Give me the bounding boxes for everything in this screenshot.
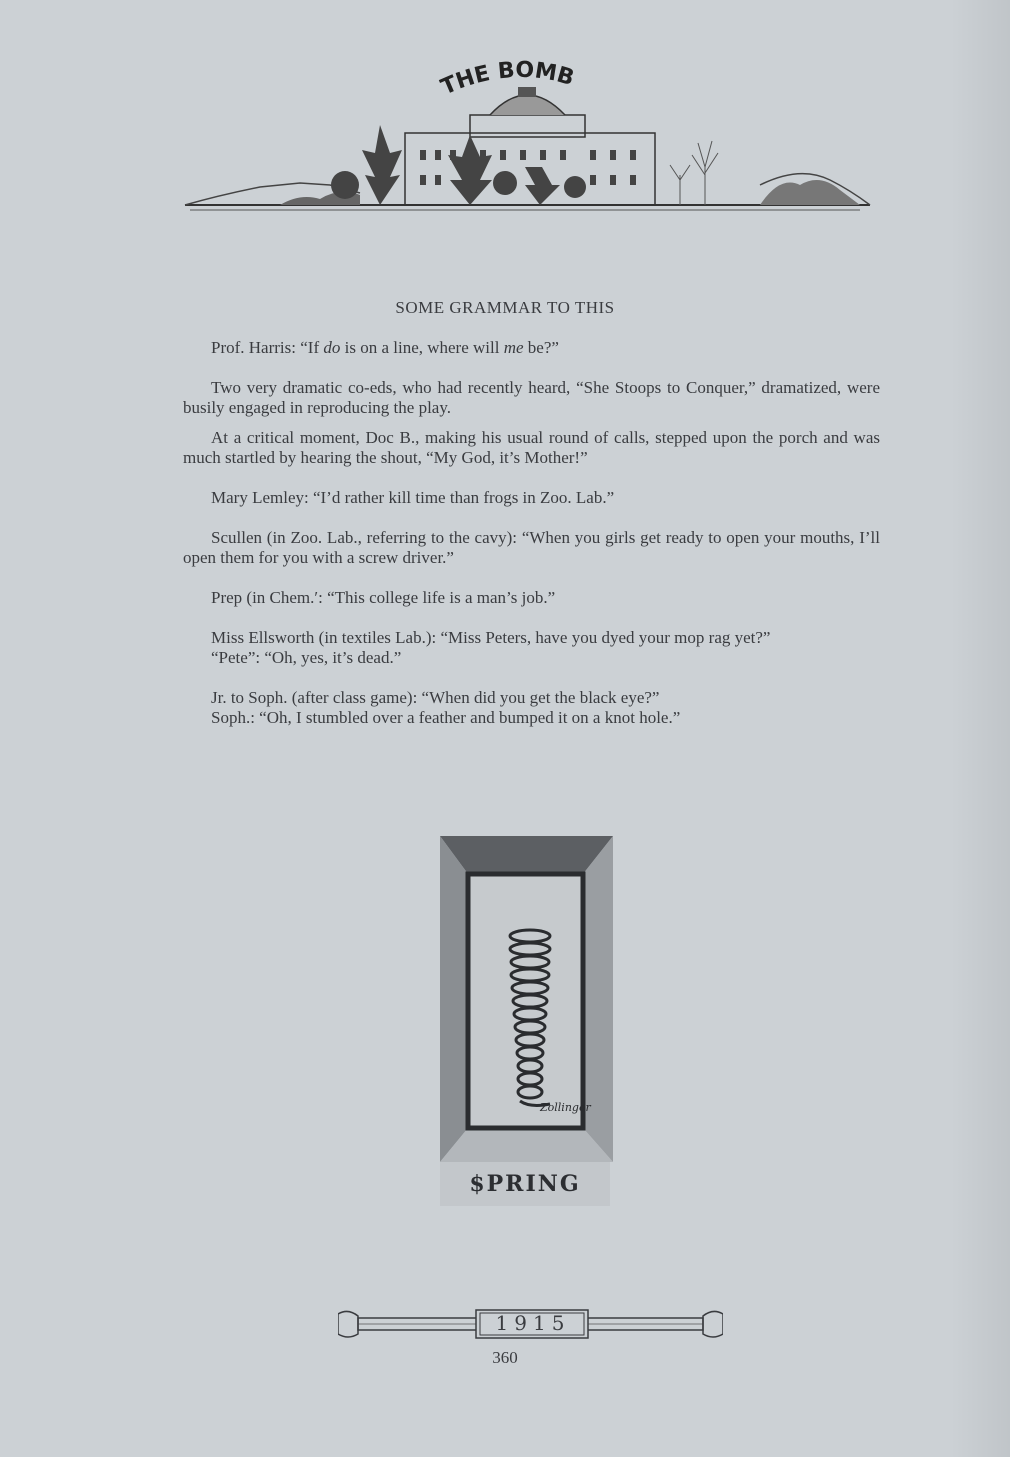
footer-year: 1915 bbox=[495, 1311, 571, 1335]
paragraph-scullen: Scullen (in Zoo. Lab., referring to the cavy): “When you girls get ready to open your mouths, I’ll open them for you with a screw driver.” bbox=[183, 528, 880, 567]
caption-text: $PRING bbox=[469, 1171, 581, 1197]
paragraph-miss-ellsworth: Miss Ellsworth (in textiles Lab.): “Miss Peters, have you dyed your mop rag yet?” bbox=[211, 628, 771, 647]
paragraph-prep: Prep (in Chem.′: “This college life is a man’s job.” bbox=[211, 588, 556, 607]
paragraph-co-eds: Two very dramatic co-eds, who had recently heard, “She Stoops to Conquer,” dramatized, were busily engaged in reproducing the play. bbox=[183, 378, 880, 417]
paragraph-mary-lemley: Mary Lemley: “I’d rather kill time than frogs in Zoo. Lab.” bbox=[211, 488, 615, 507]
artist-signature: Zollinger bbox=[540, 1101, 591, 1114]
header-title: THE BOMB bbox=[437, 57, 577, 101]
header-illustration bbox=[180, 55, 880, 220]
spring-illustration bbox=[440, 836, 613, 1206]
page-edge-shade bbox=[950, 0, 1010, 1457]
article-body bbox=[183, 338, 880, 728]
page-number: 360 bbox=[492, 1348, 518, 1367]
paragraph-prof-harris: Prof. Harris: “If do is on a line, where will me be?” bbox=[211, 338, 559, 357]
illustration-caption bbox=[440, 1162, 610, 1206]
paragraph-jr-to-soph: Jr. to Soph. (after class game): “When did you get the black eye?” bbox=[211, 688, 660, 707]
article-title: SOME GRAMMAR TO THIS bbox=[395, 298, 615, 317]
paragraph-soph-reply: Soph.: “Oh, I stumbled over a feather and bumped it on a knot hole.” bbox=[211, 708, 681, 727]
paragraph-pete: “Pete”: “Oh, yes, it’s dead.” bbox=[211, 648, 402, 667]
campus-building-illustration bbox=[180, 55, 880, 220]
paragraph-doc-b: At a critical moment, Doc B., making his usual round of calls, stepped upon the porch and was much startled by hearing the shout, “My God, it’s Mother!” bbox=[183, 428, 880, 467]
